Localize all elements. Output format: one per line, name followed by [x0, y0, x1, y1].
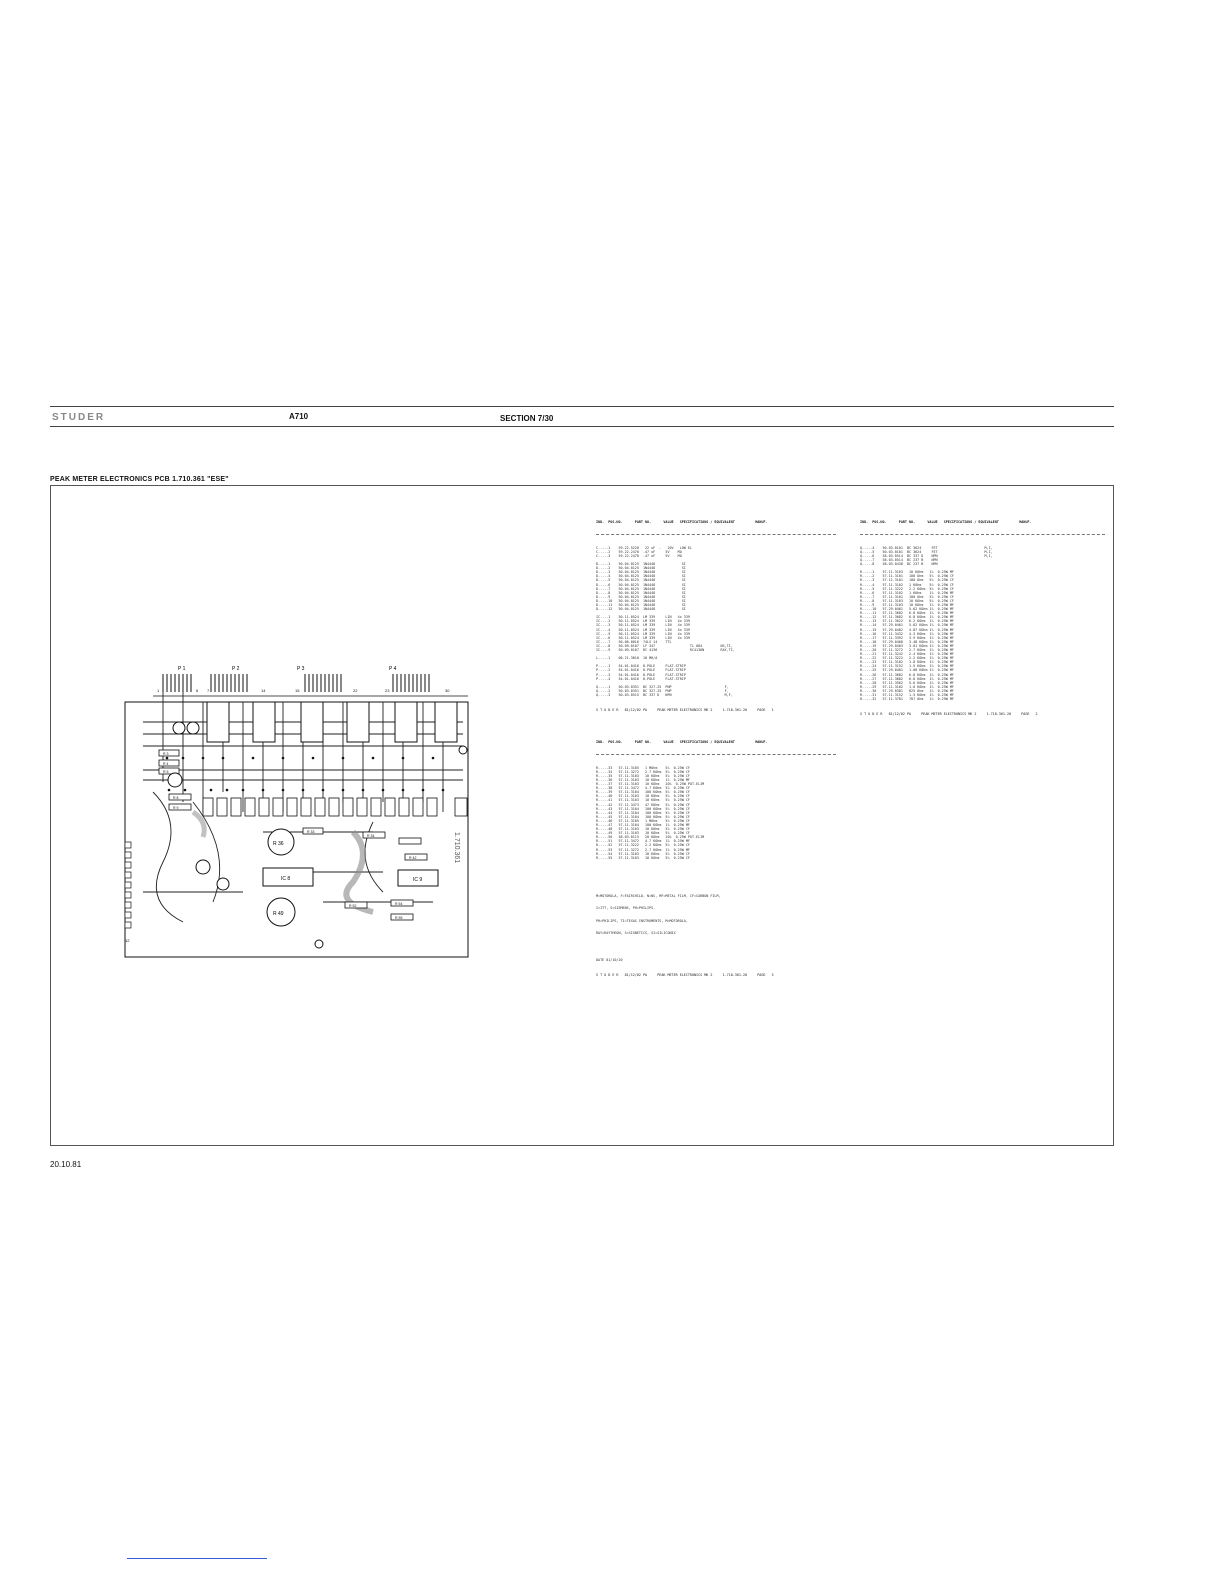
- svg-text:R 8: R 8: [173, 796, 179, 800]
- parts-list-rows: [860, 546, 1105, 702]
- parts-list-row: D.....2 50.04.0125 1N4448 SI: [596, 566, 686, 571]
- parts-list-row: R.....48 57.11.3103 10 KOhm 5% 0.25W CF: [596, 827, 690, 832]
- svg-text:23: 23: [385, 688, 390, 693]
- parts-list-row: IC....3 50.11.0524 LM 339 LIN 4x 339: [596, 623, 690, 628]
- parts-list-page-3: [596, 732, 836, 981]
- parts-list-note: I=ITT, S=SIEMENS, PH=PHILIPS,: [596, 906, 656, 911]
- parts-list-row: P.....2 54.01.0416 8-POLE FLAT-STRIP: [596, 668, 686, 673]
- svg-text:30: 30: [445, 688, 450, 693]
- model-label: A710: [289, 412, 309, 421]
- parts-list-row: R.....34 57.11.3272 2.7 KOhm 5% 0.25W CF: [596, 769, 690, 774]
- parts-list-row: R.....2 57.11.3101 100 Ohm 5% 0.25W CF: [860, 574, 954, 579]
- parts-list-row: R.....21 57.11.3242 2.4 KOhm 1% 0.25W MF: [860, 652, 954, 657]
- parts-list-header: IND. POS.NO. PART NO. VALUE SPECIFICATIONS / EQUIVALENT MANUF.: [596, 740, 768, 745]
- parts-list-row: R.....53 57.11.3272 2.7 KOhm 1% 0.25W MF: [596, 847, 690, 852]
- parts-list-row: C.....2 59.22.2470 .47 uF 5V MO: [596, 549, 682, 554]
- parts-list-row: R.....51 57.11.3472 4.7 KOhm 1% 0.25W MF: [596, 839, 690, 844]
- parts-list-row: R.....23 57.11.3182 1.8 KOhm 1% 0.25W MF: [860, 660, 954, 665]
- svg-text:7: 7: [207, 688, 210, 693]
- parts-list-row: R.....5 57.11.3222 2.2 KOhm 5% 0.25W CF: [860, 586, 954, 591]
- parts-list-row: Q.....4 50.03.0101 BC 3624 FET M,I,: [860, 545, 993, 550]
- parts-list-row: R.....35 57.11.3103 10 KOhm 5% 0.25W CF: [596, 773, 690, 778]
- parts-list-row: R.....14 57.29.0461 5.62 KOhm 1% 0.25W MF: [860, 623, 954, 628]
- parts-list-row: IC....9 50.09.0107 RC 4136 RC4136N RAY,TI,: [596, 648, 735, 652]
- svg-text:R 33: R 33: [307, 830, 315, 834]
- parts-list-header: IND. POS.NO. PART NO. VALUE SPECIFICATIONS / EQUIVALENT MANUF.: [860, 520, 1032, 525]
- parts-list-row: D.....10 50.04.0125 1N4448 SI: [596, 598, 686, 603]
- parts-list-row: R.....27 57.11.3682 6.8 KOhm 1% 0.25W MF: [860, 676, 954, 681]
- parts-list-row: R.....1 57.11.3103 10 KOhm 1% 0.25W MF: [860, 570, 954, 575]
- header-top-rule: [50, 406, 1114, 407]
- parts-list-row: R.....38 57.11.3472 4.7 KOhm 5% 0.25W CF: [596, 786, 690, 791]
- svg-text:6: 6: [196, 688, 199, 693]
- parts-list-row: D.....3 50.04.0125 1N4448 SI: [596, 570, 686, 575]
- parts-list-row: R.....32 57.11.3781 787 Ohm 1% 0.25W MF: [860, 697, 954, 702]
- parts-list-row: IC....1 50.11.0524 LM 339 LIN 4x 339: [596, 615, 690, 620]
- bottom-link-rule: [127, 1558, 267, 1559]
- parts-list-header: IND. POS.NO. PART NO. VALUE SPECIFICATIONS / EQUIVALENT MANUF.: [596, 520, 768, 525]
- parts-list-row: R.....13 57.11.3622 6.2 KOhm 1% 0.25W MF: [860, 619, 954, 624]
- parts-list-row: D.....8 50.04.0125 1N4448 SI: [596, 590, 686, 595]
- parts-list-row: D.....5 50.04.0125 1N4448 SI: [596, 578, 686, 583]
- parts-list-row: R.....20 57.11.3272 2.7 KOhm 1% 0.25W MF: [860, 648, 954, 652]
- parts-list-row: R.....42 57.11.3473 47 KOhm 5% 0.25W CF: [596, 802, 690, 807]
- parts-list-row: R.....30 57.29.0381 825 Ohm 1% 0.25W MF: [860, 688, 954, 693]
- svg-text:R 55: R 55: [395, 916, 403, 920]
- parts-list-page-2: [860, 512, 1105, 721]
- parts-list-row: R.....8 57.11.3103 10 KOhm 5% 0.25W CF: [860, 598, 954, 603]
- parts-list-row: Q.....3 50.03.0515 BC 337 D NPN M,F,: [596, 693, 733, 698]
- parts-list-row: R.....45 57.11.3104 100 KOhm 5% 0.25W CF: [596, 814, 690, 819]
- svg-text:R 4: R 4: [163, 762, 169, 766]
- parts-list-row: Q.....6 58.03.0514 BC 337 D NPN M,I,: [860, 553, 993, 558]
- parts-list-row: P.....4 54.01.0416 8-POLE FLAT-STRIP: [596, 676, 686, 681]
- svg-text:12: 12: [125, 938, 130, 943]
- parts-list-row: D.....1 50.04.0125 1N4448 SI: [596, 562, 686, 567]
- connector-label-p4: P 4: [389, 666, 397, 672]
- header-bottom-rule: [50, 426, 1114, 427]
- svg-text:1: 1: [157, 688, 160, 693]
- parts-list-row: R.....44 57.11.3104 100 KOhm 5% 0.25W CF: [596, 810, 690, 815]
- svg-text:15: 15: [295, 688, 300, 693]
- parts-list-row: R.....50 58.03.0115 20 KOhm 20% 0.25W POT.ELIM: [596, 835, 705, 840]
- svg-text:R 3: R 3: [163, 752, 169, 756]
- parts-list-row: R.....12 57.11.3682 6.8 KOhm 1% 0.25W MF: [860, 615, 954, 620]
- parts-list-footer: S T U D E R 81/12/02 PA PEAK METER ELECTRONICS MK 2 1.710.361.20 PAGE 2: [860, 712, 1038, 717]
- parts-list-row: R.....55 57.11.3103 10 KOhm 5% 0.25W CF: [596, 855, 690, 860]
- parts-list-rows: [596, 546, 836, 697]
- parts-list-row: R.....36 57.11.3103 10 KOhm 1% 0.25W MF: [596, 777, 690, 782]
- svg-text:R 52: R 52: [349, 904, 357, 908]
- parts-list-row: Q.....7 58.03.0514 BC 237 B NPN: [860, 557, 938, 562]
- parts-list-row: IC....4 50.11.0524 LM 339 LIN 4x 339: [596, 627, 690, 632]
- parts-list-row: R.....46 57.11.3105 1 MOhm 5% 0.25W CF: [596, 818, 690, 823]
- parts-list-row: R.....19 57.29.0403 3.01 KOhm 1% 0.25W MF: [860, 643, 954, 648]
- parts-list-row: R.....33 57.11.3105 1 MOhm 5% 0.25W CF: [596, 765, 690, 770]
- parts-list-row: R.....24 57.11.3152 1.5 KOhm 1% 0.25W MF: [860, 664, 954, 669]
- svg-text:1.710.361: 1.710.361: [453, 832, 460, 864]
- parts-list-row: R.....37 57.11.3103 10 KOhm 20% 0.25W POT.ELIM: [596, 782, 705, 787]
- pcb-layout-drawing: [123, 662, 489, 962]
- parts-list-row: R.....15 57.29.0482 4.87 KOhm 1% 0.25W MF: [860, 627, 954, 632]
- parts-list-row: R.....31 57.11.3152 1.5 KOhm 1% 0.25W MF: [860, 693, 954, 698]
- parts-list-row: IC....2 50.11.0524 LM 339 LIN 4x 339: [596, 619, 690, 624]
- parts-list-row: Q.....5 50.03.0101 BC 3624 FET M,I,: [860, 549, 993, 554]
- parts-list-row: R.....41 57.11.3103 10 KOhm 5% 0.25W CF: [596, 798, 690, 803]
- parts-list-date: DATE 81/10/20: [596, 957, 623, 962]
- parts-list-row: R.....3 57.11.3101 100 Ohm 5% 0.25W CF: [860, 578, 954, 583]
- parts-list-row: R.....4 57.11.3102 1 KOhm 5% 0.25W CF: [860, 582, 954, 587]
- footer-date: 20.10.81: [50, 1160, 82, 1169]
- parts-list-footer: S T U D E R 81/12/02 PA PEAK METER ELECTRONICS MK 2 1.710.361.20 PAGE 3: [596, 972, 774, 977]
- parts-list-row: D.....12 50.04.0125 1N4448 SI: [596, 607, 686, 612]
- svg-text:R 49: R 49: [273, 911, 284, 917]
- svg-text:14: 14: [261, 688, 266, 693]
- parts-list-row: R.....22 57.11.3222 2.2 KOhm 1% 0.25W MF: [860, 656, 954, 661]
- svg-text:IC 8: IC 8: [281, 876, 291, 882]
- parts-list-row: L.....1 06.21.3010 10 MH/A: [596, 656, 658, 661]
- parts-list-row: R.....28 57.11.3562 5.6 KOhm 1% 0.25W MF: [860, 680, 954, 685]
- parts-list-row: R.....47 57.11.3104 100 KOhm 1% 0.25W MF: [596, 822, 690, 827]
- parts-list-row: D.....6 50.04.0125 1N4448 SI: [596, 582, 686, 587]
- parts-list-page-1: [596, 512, 836, 717]
- parts-list-row: R.....54 57.11.3103 10 KOhm 5% 0.25W CF: [596, 851, 690, 856]
- parts-list-row: R.....39 57.11.3104 100 KOhm 5% 0.25W CF: [596, 790, 690, 795]
- parts-list-row: IC....8 50.09.0107 LF 347 TL 084 NS,TI,: [596, 643, 733, 648]
- parts-list-row: R.....25 57.29.0401 1.00 KOhm 1% 0.25W MF: [860, 668, 954, 673]
- svg-text:R 34: R 34: [367, 834, 375, 838]
- svg-text:R 9: R 9: [173, 806, 179, 810]
- brand-logo: STUDER: [52, 412, 106, 423]
- connector-label-p2: P 2: [232, 666, 240, 672]
- parts-list-row: D.....9 50.04.0125 1N4448 SI: [596, 594, 686, 599]
- parts-list-row: C.....1 59.22.5220 22 uF - 20V LOW EL: [596, 545, 692, 550]
- parts-list-row: R.....7 57.11.3101 100 Ohm 5% 0.25W CF: [860, 594, 954, 599]
- parts-list-row: R.....10 57.29.0461 5.62 KOhm 1% 0.25W MF: [860, 607, 954, 612]
- connector-label-p3: P 3: [297, 666, 305, 672]
- parts-list-row: Q.....1 50.03.0351 BC 327-25 PNP F,: [596, 684, 729, 689]
- parts-list-row: P.....1 54.01.0416 8-POLE FLAT-STRIP: [596, 664, 686, 669]
- parts-list-row: R.....16 57.11.3432 4.3 KOhm 1% 0.25W MF: [860, 631, 954, 636]
- parts-list-row: R.....49 57.11.3103 10 KOhm 5% 0.25W CF: [596, 831, 690, 836]
- page-subtitle: PEAK METER ELECTRONICS PCB 1.710.361 "ESE": [50, 476, 229, 483]
- connector-label-p1: P 1: [178, 666, 186, 672]
- parts-list-row: R.....43 57.11.3104 100 KOhm 5% 0.25W CF: [596, 806, 690, 811]
- parts-list-row: C.....3 59.22.2470 .47 uF 5V MO: [596, 553, 682, 558]
- parts-list-row: IC....6 50.11.0524 LM 339 LIN 4x 339: [596, 635, 690, 640]
- parts-list-note: M=MOTOROLA, F=FAIRCHILD, N=NS, MF=METAL FILM, CF=CARBON FILM,: [596, 894, 721, 899]
- parts-list-note: RAY=RAYTHEON, S=SIGNETICS, SI=SILICONIX: [596, 931, 676, 936]
- svg-text:R 5: R 5: [163, 770, 169, 774]
- parts-list-rows: [596, 766, 836, 860]
- parts-list-row: P.....3 54.01.0416 8-POLE FLAT-STRIP: [596, 672, 686, 677]
- svg-text:R 36: R 36: [273, 841, 284, 847]
- parts-list-row: R.....6 57.11.3102 1 KOhm 1% 0.25W MF: [860, 590, 954, 595]
- parts-list-footer: S T U D E R 81/12/02 PA PEAK METER ELECTRONICS MK 2 1.710.361.20 PAGE 1: [596, 708, 774, 713]
- parts-list-row: D.....11 50.04.0125 1N4448 SI: [596, 602, 686, 607]
- svg-text:22: 22: [353, 688, 358, 693]
- parts-list-row: R.....18 57.29.0468 3.48 KOhm 1% 0.25W MF: [860, 639, 954, 644]
- parts-list-row: R.....52 57.11.3222 2.2 KOhm 5% 0.25W CF: [596, 843, 690, 848]
- svg-text:IC 9: IC 9: [413, 877, 423, 883]
- parts-list-row: Q.....2 50.03.0351 BC 327-25 PNP F,: [596, 688, 729, 693]
- parts-list-row: R.....40 57.11.3103 10 KOhm 5% 0.25W CF: [596, 794, 690, 799]
- svg-text:R 42: R 42: [409, 856, 417, 860]
- parts-list-row: R.....11 57.11.3682 6.8 KOhm 1% 0.25W MF: [860, 611, 954, 616]
- parts-list-row: R.....29 57.11.3102 1.0 KOhm 1% 0.25W MF: [860, 684, 954, 689]
- parts-list-row: R.....26 57.11.3682 6.8 KOhm 1% 0.25W MF: [860, 672, 954, 677]
- svg-text:R 54: R 54: [395, 902, 403, 906]
- parts-list-note: PH=PHILIPS, TI=TEXAS INSTRUMENTS, M=MOTOROLA,: [596, 918, 688, 923]
- parts-list-row: IC....7 50.06.0016 74LS 14 TTL: [596, 639, 672, 644]
- parts-list-row: D.....4 50.04.0125 1N4448 SI: [596, 574, 686, 579]
- parts-list-row: R.....17 57.11.3392 3.9 KOhm 1% 0.25W MF: [860, 635, 954, 640]
- parts-list-row: Q.....8 58.03.0438 BC 237 B NPN: [860, 562, 938, 567]
- section-label: SECTION 7/30: [500, 414, 554, 423]
- parts-list-row: D.....7 50.04.0125 1N4448 SI: [596, 586, 686, 591]
- parts-list-row: IC....5 50.11.0524 LM 339 LIN 4x 339: [596, 631, 690, 636]
- parts-list-row: R.....9 57.11.3103 10 KOhm 1% 0.25W MF: [860, 602, 954, 607]
